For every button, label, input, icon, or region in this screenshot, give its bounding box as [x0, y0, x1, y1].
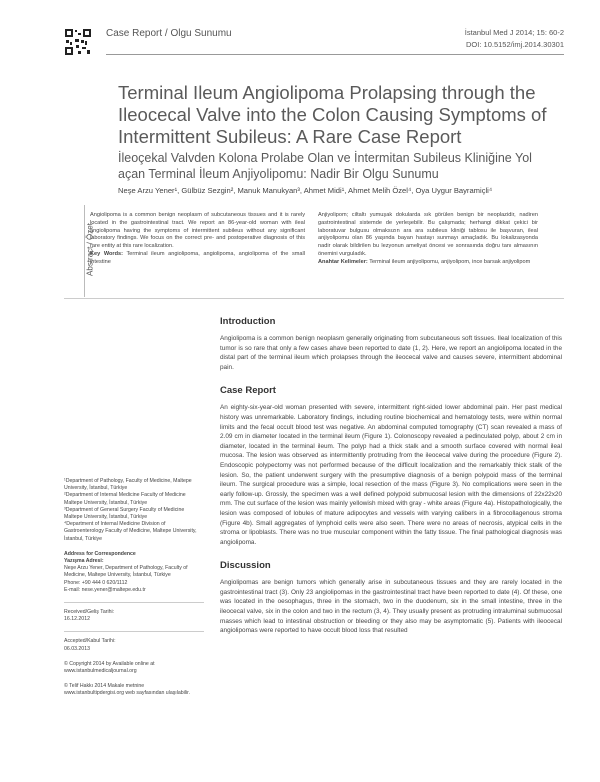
abstract-english: [90, 212, 305, 267]
info-divider: [64, 602, 204, 603]
section-heading: Case Report: [220, 385, 276, 397]
page-header: [64, 24, 564, 72]
paragraph: Angiolipoma is a common benign neoplasm generally originating from subcutaneous soft tissues. Ileal localization of this tumor is so rare that only a few cases ahave been reported to date (1, 2). Here, we report an angiolipoma located in the distal part of the terminal ileum which prolapses through the ileocecal valve and causes severe, intermittent abdominal pain.: [220, 335, 562, 371]
section-case-report: [220, 385, 562, 547]
article-subtitle-tr: İleoçekal Valvden Kolona Prolabe Olan ve İntermitan Subileus Kliniğine Yol açan Terminal İleum Anjiyolipomu: Nadir Bir Olgu Sunumu: [118, 151, 532, 181]
affiliation: ²Department of Internal Medicine Faculty of Medicine Maltepe University, İstanbul, Türkiye: [64, 492, 186, 506]
affiliations: [64, 478, 204, 543]
accepted-date: [64, 638, 204, 652]
header-divider: [106, 54, 564, 55]
info-divider: [64, 631, 204, 632]
paragraph: An eighty-six-year-old woman presented with severe, intermittent right-sided lower abdominal pain. Her past medical history was unremarkable. Laboratory findings, including routine biochemical and hematology tests, were within normal limits and the fecal occult blood test was negative. An abdominal computed tomography (CT) scan revealed a mass of 2.09 cm in diameter located in the terminal ileum (Figure 1). Colonoscopy revealed a pedinculated polyp, about 2 cm in diameter, located in the terminal ileum. The polyp had a thick stalk and a smooth surface covered with normal ileal mucosa. The lesion was observed as intermittently protruding from the ileocecal valve during the procedure (Figure 2). Endoscopic polypectomy was not performed because of the difficult localization and the remarkably thick stalk of the lesion. So, the patient underwent surgery with the presumptive diagnosis of a benign polypoid mass of the terminal ileum. The surgical procedure was a simple, local resection of the mass (Figure 3). No complications were seen in the early follow-up. Grossly, the specimen was a well defined polypoid submucosal lesion with the dimensions of 22x22x20 mm. The cut surface of the lesion was mainly yellowish mixed with gray - white areas (Figure 4a). Histopathologically, the lesion was composed of lobules of mature adipocytes and vessels with varying calibers in a fibrocollagenous stroma (Figure 4b). Small aggregates of lymphoid cells were also seen. There were no areas of necrosis, atypical cells in the stroma or lipoblasts. There was no true muscular component within the fatty tissue. The final pathological diagnosis was angiolipoma.: [220, 404, 562, 546]
abstract-bottom-rule: [64, 298, 564, 299]
copyright-tr: © Telif Hakkı 2014 Makale metnine www.istanbultipdergisi.org web sayfasından ulaşılabilir.: [64, 683, 191, 697]
received-value: 16.12.2012: [64, 616, 90, 623]
anahtar-kelimeler-label: Anahtar Kelimeler:: [318, 258, 368, 265]
abstract-side-label: Abstract / Özet: [85, 223, 95, 276]
received-label: Received/Geliş Tarihi:: [64, 609, 115, 616]
abstract-english-text: Angiolipoma is a common benign neoplasm of subcutaneous tissues and it is rarely located in the gastrointestinal tract. We report an 86-year-old woman with ileal angiolipoma having the symptoms of intermittent subileus without any significant laboratory findings. We focus on the correct pre- and postoperative diagnosis of this rare entity at this rare localization.: [90, 212, 305, 250]
correspondence-phone: Phone: +90 444 0 620/1112: [64, 579, 128, 586]
keywords-text: Terminal ileum angiolipoma, angiolipoma, angiolipoma of the small intestine: [90, 250, 306, 265]
journal-reference: İstanbul Med J 2014; 15: 60-2: [464, 28, 564, 37]
section-discussion: [220, 560, 562, 636]
abstract-turkish: [318, 212, 538, 267]
correspondence-email[interactable]: E-mail: nese.yener@maltepe.edu.tr: [64, 586, 146, 593]
correspondence-title-tr: Yazışma Adresi:: [64, 558, 104, 565]
copyright-en: © Copyright 2014 by Available online at www.istanbulmedicaljournal.org: [64, 660, 155, 675]
abstract-turkish-text: Anjiyolipom; ciltaltı yumuşak dokularda sık görülen benign bir neoplazidir, nadiren gastrointestinal sistemde de yerleşebilir. Bu çalışmada; herhangi dikkat çekici bir laboratuvar bulgusu olmaksızın ara ara subileus kliniği tablosu ile başvuran, ileal anjiyolipomu olan 86 yaşında bayan hastayı sunmayı amaçladık. Bu lokalizasyonda nadir olarak bildirilen bu lezyonun ameliyat öncesi ve sonrasında doğru tanı almasının önemini vurguladık.: [318, 212, 538, 257]
article-body: [220, 316, 562, 649]
accepted-label: Accepted/Kabul Tarihi:: [64, 638, 116, 645]
received-date: [64, 609, 204, 623]
affiliation: ¹Department of Pathology, Faculty of Medicine, Maltepe University, İstanbul, Türkiye: [64, 478, 192, 492]
correspondence: [64, 551, 204, 594]
affiliation: ³Department of General Surgery Faculty of Medicine Maltepe University, İstanbul, Türkiye: [64, 506, 185, 521]
accepted-value: 06.03.2013: [64, 645, 90, 652]
author-list: Neşe Arzu Yener¹, Gülbüz Sezgin², Manuk Manukyan³, Ahmet Midi¹, Ahmet Melih Özel⁴, Oya Uygur Bayramiçli⁴: [118, 186, 493, 195]
correspondence-title: Address for Correspondence: [64, 550, 136, 557]
abstract-divider: [84, 205, 85, 297]
section-heading: Introduction: [220, 316, 276, 327]
doi[interactable]: DOI: 10.5152/imj.2014.30301: [466, 40, 564, 49]
article-title: Terminal Ileum Angiolipoma Prolapsing through the Ileocecal Valve into the Colon Causing Symptoms of Intermittent Subileus: A Rare Case Report: [118, 82, 547, 147]
qr-code-icon: [64, 28, 92, 56]
section-label: Case Report / Olgu Sunumu: [106, 28, 232, 39]
paragraph: Angiolipomas are benign tumors which generally arise in subcutaneous tissues and they are rarely located in the gastrointestinal tract (3). Only 23 angiolipomas in the gastrointestinal tract have been reported to date (4). Of these, one was located in the oesophagus, three in the stomach, two in the duodenum, six in the small intestine, three in the ileocecal valve, six in the colon and two in the rectum (3, 4). They usually present as protruding intraluminal submucosal masses which lead to intestinal obstruction or bleeding or they also may be asymptomatic (5). Patients with ileocecal angiolipomas were reported to have occult blood loss that resulted: [220, 579, 562, 635]
section-heading: Discussion: [220, 560, 271, 572]
correspondence-line: Neşe Arzu Yener, Department of Pathology, Faculty of Medicine, Maltepe University, İstanbul, Türkiye: [64, 565, 188, 579]
article-info-column: [64, 478, 204, 706]
section-introduction: [220, 316, 562, 372]
affiliation: ⁴Department of Internal Medicine Division of Gastroenterology Faculty of Medicine, Maltepe University, İstanbul, Türkiye: [64, 521, 197, 542]
anahtar-kelimeler-text: Terminal ileum anjiyolipomu, anjiyolipom, ince barsak anjiyolipom: [369, 258, 531, 265]
keywords-label: Key Words:: [90, 250, 123, 257]
